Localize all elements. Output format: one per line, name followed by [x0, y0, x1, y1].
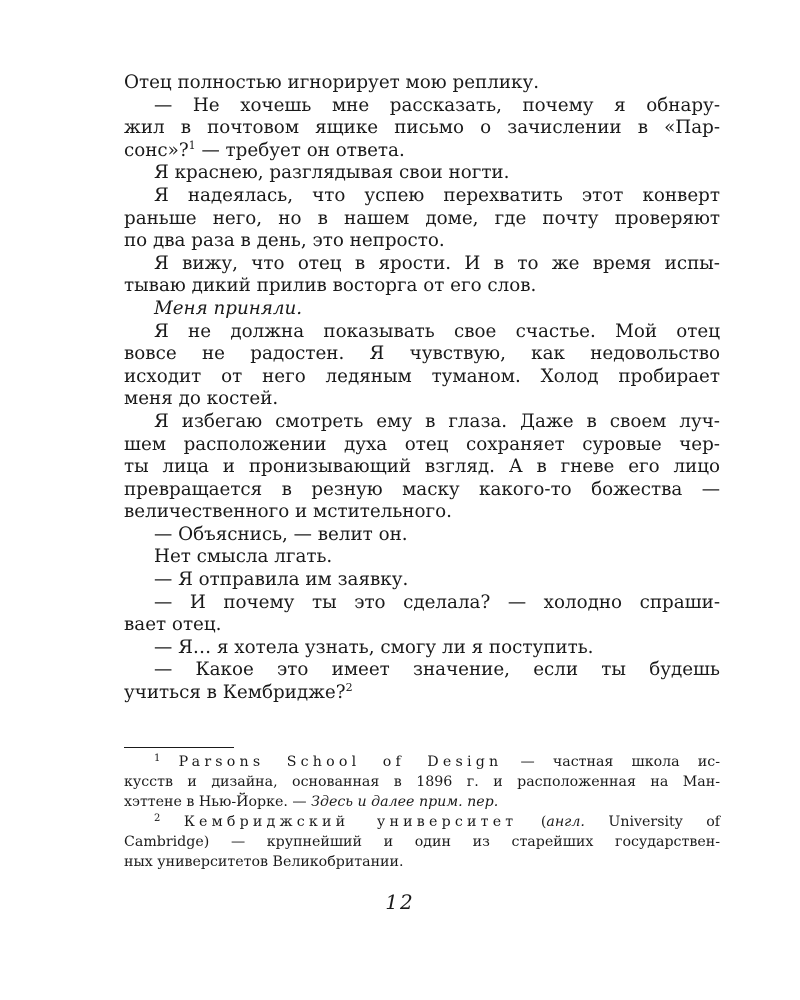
text-fragment: — частная школа ис-: [502, 754, 720, 770]
text-line: Меня приняли.: [154, 297, 303, 319]
text-line: Я не должна показывать свое счастье. Мой отец: [154, 320, 720, 342]
text-fragment: — требует он ответа.: [195, 139, 405, 161]
footnote-term: Parsons School of Design: [178, 754, 503, 770]
footnote-line: Cambridge) — крупнейший и один из старейших государствен-: [124, 834, 720, 850]
text-line: Я избегаю смотреть ему в глаза. Даже в своем луч-: [154, 410, 720, 432]
footnote-line: ных университетов Великобритании.: [124, 854, 404, 870]
text-line: [124, 682, 720, 705]
footnote-marker: 2: [154, 813, 161, 824]
text-line: — Объяснись, — велит он.: [154, 523, 408, 545]
text-line: — Я… я хотела узнать, смогу ли я поступить.: [154, 636, 594, 658]
text-fragment: сонс»?: [124, 139, 189, 161]
text-line: меня до костей.: [124, 388, 279, 410]
text-line: превращается в резную маску какого-то божества —: [124, 478, 720, 500]
footnote-line: [124, 792, 720, 812]
text-line: Нет смысла лгать.: [154, 546, 333, 568]
text-line: шем расположении духа отец сохраняет суровые чер-: [124, 433, 720, 455]
footnote-line: кусств и дизайна, основанная в 1896 г. и расположенная на Ман-: [124, 774, 720, 790]
text-line: [124, 140, 720, 163]
footnote-ref: 2: [345, 681, 353, 695]
text-line: — Какое это имеет значение, если ты будешь: [154, 659, 720, 681]
text-fragment: учиться в Кембридже?: [124, 682, 346, 704]
page-number: 12: [385, 890, 415, 914]
text-line: жил в почтовом ящике письмо о зачислении в «Пар-: [124, 117, 720, 139]
text-fragment: англ.: [546, 814, 585, 830]
text-fragment: University of: [584, 814, 720, 830]
text-line: исходит от него ледяным туманом. Холод пробирает: [124, 365, 720, 387]
footnote-line: [124, 752, 720, 772]
text-line: Я вижу, что отец в ярости. И в то же время испы-: [154, 252, 720, 274]
text-line: Я краснею, разглядывая свои ногти.: [154, 162, 510, 184]
text-line: раньше него, но в нашем доме, где почту проверяют: [124, 207, 720, 229]
text-fragment: хэттене в Нью-Йорке. —: [124, 794, 312, 810]
footnote-term: Кембриджский университет: [183, 814, 518, 830]
text-line: Отец полностью игнорирует мою реплику.: [124, 72, 540, 93]
footnotes: [124, 752, 720, 872]
text-line: ты лица и пронизывающий взгляд. А в гневе его лицо: [124, 456, 720, 478]
text-line: — Не хочешь мне рассказать, почему я обнару-: [154, 94, 720, 116]
text-line: — Я отправила им заявку.: [154, 569, 409, 591]
main-text: [124, 72, 720, 705]
text-line: вовсе не радостен. Я чувствую, как недовольство: [124, 343, 720, 365]
text-line: тываю дикий прилив восторга от его слов.: [124, 275, 537, 297]
text-line: вает отец.: [124, 614, 222, 636]
footnote-line: [124, 812, 720, 832]
text-fragment: Здесь и далее прим. пер.: [311, 794, 499, 810]
footnote-divider: [124, 747, 234, 748]
text-line: величественного и мстительного.: [124, 501, 452, 523]
text-line: — И почему ты это сделала? — холодно спраши-: [154, 591, 720, 613]
text-line: по два раза в день, это непросто.: [124, 230, 445, 252]
text-line: Я надеялась, что успею перехватить этот конверт: [154, 184, 720, 206]
text-fragment: (: [517, 814, 547, 830]
footnote-ref: 1: [188, 138, 196, 152]
footnote-marker: 1: [154, 753, 161, 764]
